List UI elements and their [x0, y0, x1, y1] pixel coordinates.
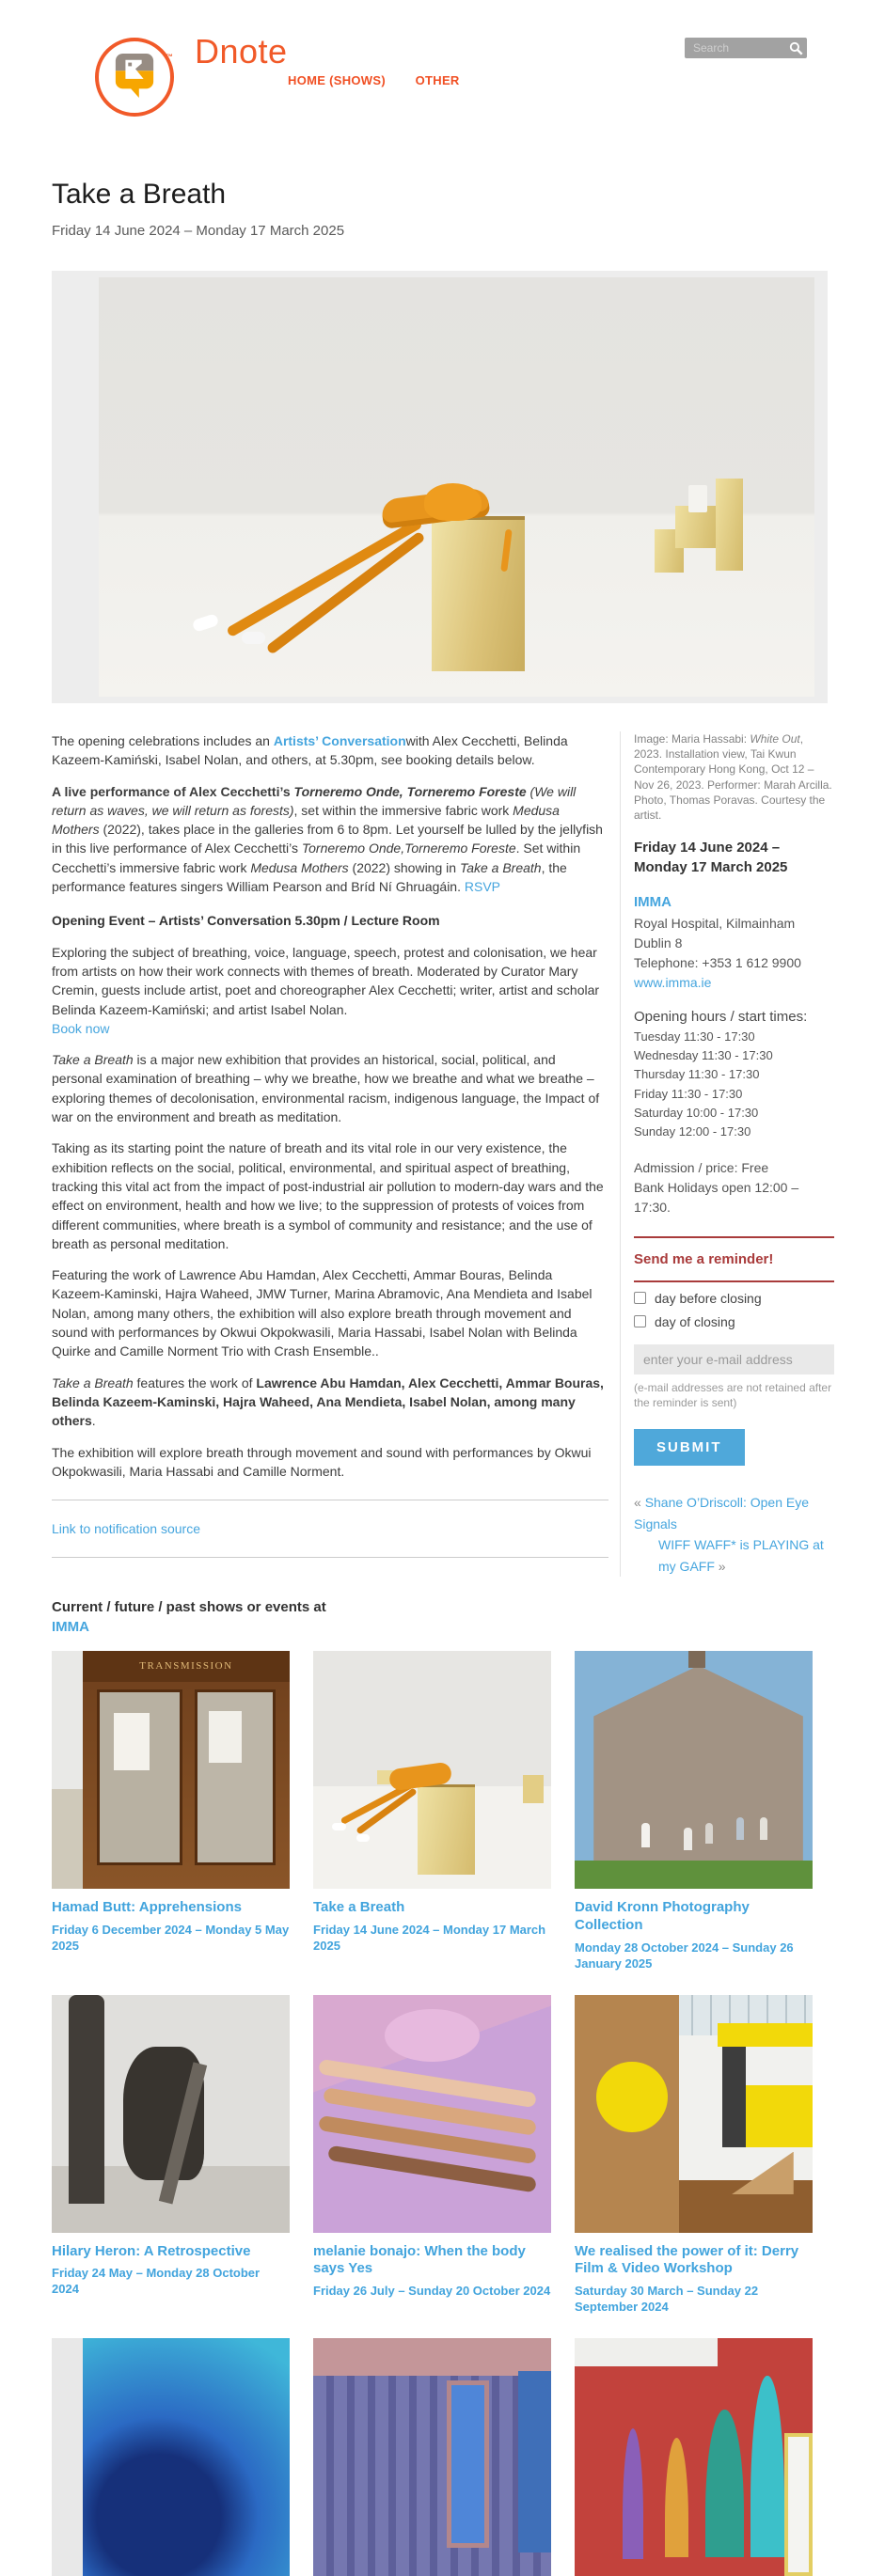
sidebar — [620, 731, 834, 1577]
admission-info — [634, 1158, 834, 1217]
next-arrow-icon: » — [718, 1558, 726, 1574]
show-dates: Friday 24 May – Monday 28 October 2024 — [52, 2266, 261, 2297]
opening-hours-heading: Opening hours / start times: — [634, 1009, 808, 1026]
show-card-partial-3[interactable] — [575, 2338, 813, 2576]
paragraph-featuring: Featuring the work of Lawrence Abu Hamdan, Alex Cecchetti, Ammar Bouras, Belinda Kazeem-Kaminski, Hajra Waheed, JMW Turner, Marina Abramovic, Ana Mendieta and Isabel Nolan, among many others, the exhibition will also explore breath through movement and sound with performances by Okwui Okpokwasili, Maria Hassabi, Isabel Nolan with Belinda Quirke and Camille Norment Trio with Crash Ensemble.. — [52, 1267, 592, 1359]
show-title[interactable]: Take a Breath — [313, 1899, 405, 1916]
book-now-link[interactable]: Book now — [52, 1020, 110, 1036]
gold-box — [675, 506, 719, 548]
white-shoe — [192, 613, 220, 633]
thumbnail-text: TRANSMISSION — [83, 1651, 290, 1682]
divider — [52, 1557, 608, 1558]
show-thumbnail[interactable] — [575, 2338, 813, 2576]
show-title[interactable]: We realised the power of it: Derry Film & Video Workshop — [575, 2242, 799, 2277]
rsvp-link[interactable]: RSVP — [464, 879, 500, 895]
prev-show — [634, 1492, 834, 1534]
logo-speech-bubble-icon — [113, 51, 156, 104]
hours-row: Wednesday 11:30 - 17:30 — [634, 1048, 773, 1063]
paragraph-performances: The exhibition will explore breath through movement and sound with performances by Okwui Okpokwasili, Maria Hassabi and Camille Norment. — [52, 1444, 592, 1479]
page-title: Take a Breath — [52, 179, 227, 210]
email-privacy-note: (e-mail addresses are not retained after the reminder is sent) — [634, 1380, 832, 1410]
paragraph-starting-point: Taking as its starting point the nature of breath and its vital role in our very existence, the exhibition reflects on the social, political, environmental, and spiritual aspect of breathing, tracking this vital act from the impact of post-industrial air pollution to modern-day wars and the effect on environment, health and how we live; to the suppression of protests of voices from different communities, where breath is a symbol of community and resistance; and the use of breath as personal meditation. — [52, 1140, 604, 1251]
show-thumbnail[interactable] — [313, 2338, 551, 2576]
white-shoe — [242, 632, 265, 644]
show-card-hilary-heron[interactable] — [52, 1995, 290, 2316]
next-show-link[interactable]: WIFF WAFF* is PLAYING at my GAFF — [658, 1537, 824, 1574]
show-title[interactable]: Hilary Heron: A Retrospective — [52, 2242, 251, 2259]
venue-address: Royal Hospital, Kilmainham Dublin 8 Telephone: +353 1 612 9900 — [634, 916, 801, 971]
circular-cutout — [596, 2062, 668, 2133]
search-icon — [789, 44, 803, 58]
next-show — [634, 1534, 834, 1577]
gable-wall — [593, 1666, 803, 1861]
sidebar-date-range: Friday 14 June 2024 – Monday 17 March 2025 — [634, 840, 788, 876]
opening-event-heading: Opening Event – Artists’ Conversation 5.30pm / Lecture Room — [52, 913, 440, 929]
show-thumbnail[interactable] — [575, 1995, 813, 2233]
artists-conversation-link[interactable]: Artists’ Conversation — [273, 733, 406, 748]
performer-body — [424, 483, 482, 521]
white-object — [688, 485, 707, 512]
nav-other[interactable]: OTHER — [415, 73, 460, 87]
show-thumbnail[interactable] — [313, 1995, 551, 2233]
show-title[interactable]: melanie bonajo: When the body says Yes — [313, 2242, 526, 2277]
reminder-rule — [634, 1236, 834, 1238]
bank-holidays: Bank Holidays open 12:00 – 17:30. — [634, 1179, 799, 1215]
exhibition-hero-image — [52, 271, 828, 703]
show-dates: Friday 14 June 2024 – Monday 17 March 2025 — [313, 1923, 546, 1954]
opening-hours-list — [634, 1028, 834, 1141]
hours-row: Sunday 12:00 - 17:30 — [634, 1123, 751, 1139]
paragraph-exhibition: Take a Breath is a major new exhibition that provides an historical, social, political, and personal examination of breathing – why we breathe, how we breathe and what we breathe – exploring themes of decolonisation, environmental racism, indigenous language, the Impact of war on the environment and breath as meditation. — [52, 1052, 600, 1125]
show-title[interactable]: David Kronn Photography Collection — [575, 1899, 750, 1934]
performer-leg — [226, 518, 423, 637]
search-button[interactable] — [788, 41, 803, 56]
show-card-take-a-breath[interactable] — [313, 1651, 551, 1971]
reminder-rule — [634, 1280, 834, 1282]
carved-totem — [69, 1995, 104, 2205]
hours-row: Saturday 10:00 - 17:30 — [634, 1105, 759, 1120]
show-card-david-kronn[interactable] — [575, 1651, 813, 1971]
checkbox-label[interactable]: day of closing — [655, 1313, 735, 1329]
venue-website-link[interactable]: www.imma.ie — [634, 975, 712, 991]
show-thumbnail[interactable] — [52, 2338, 290, 2576]
hours-row: Friday 11:30 - 17:30 — [634, 1086, 743, 1101]
hours-row: Thursday 11:30 - 17:30 — [634, 1067, 760, 1082]
paragraph-performance: A live performance of Alex Cecchetti’s Torneremo Onde, Torneremo Foreste (We will return as waves, we will return as forests), set within the immersive fabric work Medusa Mothers (2022), takes place in the galleries from 6 to 8pm. Let yourself be lulled by the jellyfish in this live performance of Alex Cecchetti’s Torneremo Onde,Torneremo Foreste. Set within Cecchetti’s immersive fabric work Medusa Mothers (2022) showing in Take a Breath, the performance features singers William Pearson and Bríd Ní Ghruagáin. RSVP — [52, 783, 603, 895]
show-thumbnail[interactable] — [52, 1651, 290, 1889]
show-card-hamad-butt[interactable] — [52, 1651, 290, 1971]
prev-show-link[interactable]: Shane O’Driscoll: Open Eye Signals — [634, 1495, 809, 1531]
show-dates: Monday 28 October 2024 – Sunday 26 January 2025 — [575, 1940, 794, 1971]
reminder-option-day-of — [634, 1314, 834, 1329]
prev-next-links — [634, 1492, 834, 1577]
page-date-range: Friday 14 June 2024 – Monday 17 March 2025 — [52, 223, 345, 239]
search-box — [685, 38, 807, 58]
show-thumbnail[interactable] — [575, 1651, 813, 1889]
email-field[interactable] — [634, 1344, 834, 1374]
show-card-partial-2[interactable] — [313, 2338, 551, 2576]
show-dates: Saturday 30 March – Sunday 22 September 2024 — [575, 2284, 759, 2315]
shows-venue-link-imma[interactable]: IMMA — [52, 1619, 89, 1636]
reminder-heading: Send me a reminder! — [634, 1250, 774, 1267]
venue-link-imma[interactable]: IMMA — [634, 894, 672, 911]
site-header — [0, 0, 869, 143]
article-body — [52, 731, 608, 1577]
show-card-partial-1[interactable] — [52, 2338, 290, 2576]
main-nav — [288, 73, 486, 87]
show-title[interactable]: Hamad Butt: Apprehensions — [52, 1899, 242, 1916]
paragraph-opening: The opening celebrations includes an Artists’ Conversationwith Alex Cecchetti, Belinda Kazeem-Kamiński, Isabel Nolan, and others, at 5.30pm, see booking details below. — [52, 733, 568, 768]
image-caption: Image: Maria Hassabi: White Out, 2023. Installation view, Tai Kwun Contemporary Hong Kong, Oct 12 – Nov 26, 2023. Performer: Marah Arcilla. Photo, Thomas Poravas. Courtesy the artist. — [634, 732, 832, 822]
show-thumbnail[interactable] — [313, 1651, 551, 1889]
show-dates: Friday 6 December 2024 – Monday 5 May 2025 — [52, 1923, 290, 1954]
reminder-option-day-before — [634, 1291, 834, 1306]
nav-home-shows[interactable]: HOME (SHOWS) — [288, 73, 386, 87]
paragraph-conversation: Exploring the subject of breathing, voice, language, speech, protest and colonisation, we hear from artists on how their work connects with themes of breath. Moderated by Curator Mary Cremin, guests include artist, poet and choreographer Alex Cecchetti; writer, artist and scholar Belinda Kazeem-Kamiński; and artist Isabel Nolan. Book now — [52, 944, 600, 1036]
checkbox-day-of-closing[interactable] — [634, 1315, 646, 1327]
checkbox-label[interactable]: day before closing — [655, 1290, 762, 1306]
shows-grid — [52, 1651, 869, 2576]
paragraph-artists-bold: Take a Breath features the work of Lawrence Abu Hamdan, Alex Cecchetti, Ammar Bouras, Belinda Kazeem-Kaminski, Hajra Waheed, Ana Mendieta, Isabel Nolan, among many others. — [52, 1374, 604, 1429]
show-card-melanie-bonajo[interactable] — [313, 1995, 551, 2316]
site-logo[interactable] — [95, 38, 174, 117]
hours-row: Tuesday 11:30 - 17:30 — [634, 1029, 755, 1045]
shows-section-heading: Current / future / past shows or events at — [52, 1599, 326, 1616]
admission-price: Admission / price: Free — [634, 1159, 769, 1175]
show-thumbnail[interactable] — [52, 1995, 290, 2233]
submit-button[interactable]: SUBMIT — [634, 1429, 745, 1466]
hero-photo — [99, 277, 814, 697]
show-dates: Friday 26 July – Sunday 20 October 2024 — [313, 2284, 551, 2299]
checkbox-day-before-closing[interactable] — [634, 1292, 646, 1304]
prev-arrow-icon: « — [634, 1495, 641, 1511]
site-name[interactable]: Dnote — [195, 32, 288, 71]
notification-source-link[interactable]: Link to notification source — [52, 1521, 200, 1537]
logo-trademark: ™ — [166, 53, 173, 61]
show-card-derry-film[interactable] — [575, 1995, 813, 2316]
gold-box — [716, 479, 743, 571]
